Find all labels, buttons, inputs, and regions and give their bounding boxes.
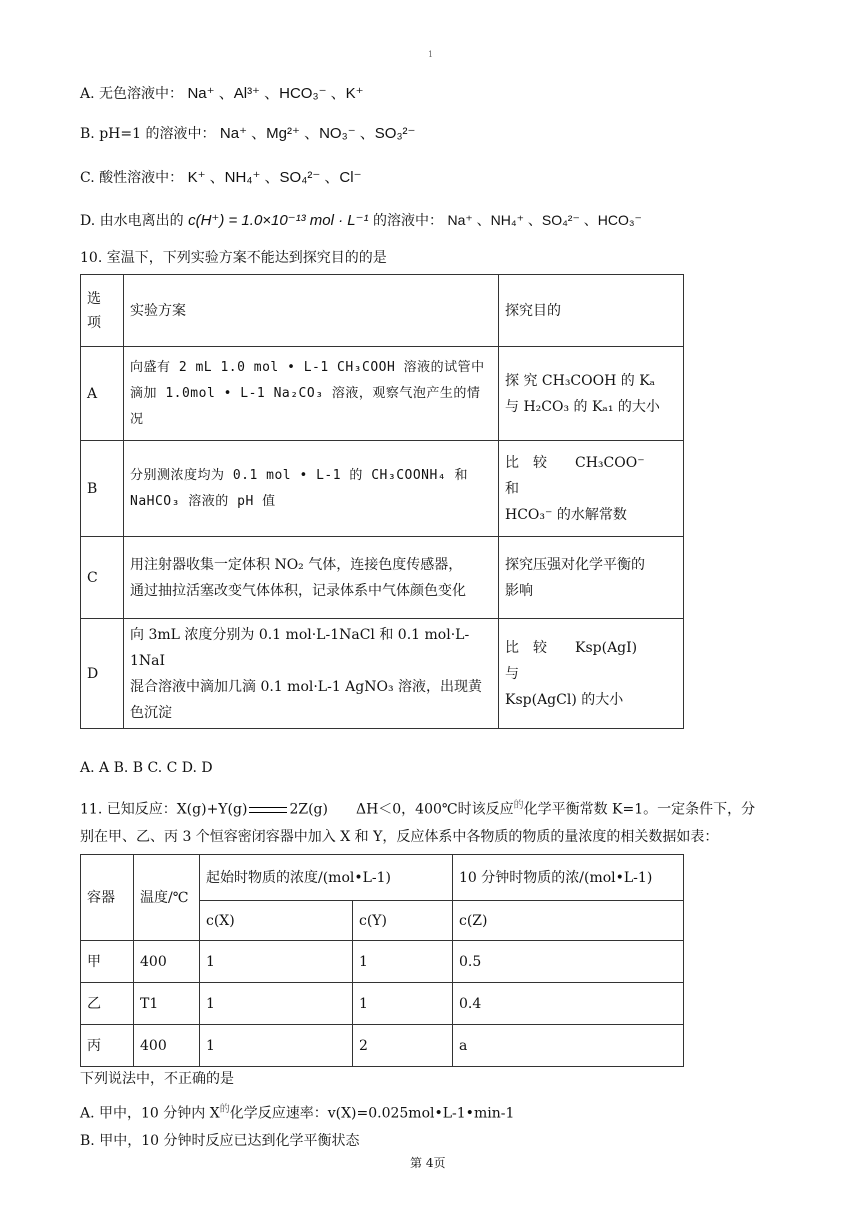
q10-row-d-plan [124, 619, 499, 729]
q11-stem-part1: 11. 已知反应：X(g)+Y(g) [80, 801, 248, 818]
q10-header-option-line1: 选 [87, 290, 101, 307]
q9-option-a-label: A. 无色溶液中： [80, 86, 184, 102]
q11-row-yi-name: 乙 [81, 983, 134, 1025]
q9-option-c [80, 166, 362, 187]
q10-row-d [81, 619, 684, 729]
q10-row-a-goal-line1: 探 究 CH₃COOH 的 Kₐ [505, 372, 656, 389]
q9-option-d-label: D. 由水电离出的 [80, 213, 184, 229]
q11-row-yi-temp: T1 [134, 983, 200, 1025]
q10-header-goal: 探究目的 [499, 275, 684, 347]
q11-row-jia-name: 甲 [81, 941, 134, 983]
q10-header-plan: 实验方案 [124, 275, 499, 347]
q10-table [80, 274, 701, 729]
q11-header-temp: 温度/℃ [134, 855, 200, 941]
q10-row-d-plan-line3: 色沉淀 [130, 704, 172, 721]
q11-header-initial: 起始时物质的浓度/(mol•L-1) [200, 855, 453, 901]
q10-row-c-plan-line2: 通过抽拉活塞改变气体体积，记录体系中气体颜色变化 [130, 582, 466, 599]
q11-row-jia-cx: 1 [200, 941, 353, 983]
q11-header-cy: c(Y) [353, 901, 453, 941]
q9-option-b-ions: Na⁺ 、Mg²⁺ 、NO₃⁻ 、SO₃²⁻ [219, 125, 416, 142]
q10-row-c-goal-line2: 影响 [505, 582, 533, 599]
q11-row-bing-cy: 2 [353, 1025, 453, 1067]
q9-option-a-ions: Na⁺ 、Al³⁺ 、HCO₃⁻ 、K⁺ [187, 85, 364, 102]
q11-header-tenmin: 10 分钟时物质的浓/(mol•L-1) [453, 855, 684, 901]
q9-option-d-mid: 的溶液中： [373, 213, 444, 229]
q9-option-c-label: C. 酸性溶液中： [80, 170, 184, 186]
q10-row-c-goal-line1: 探究压强对化学平衡的 [505, 556, 645, 573]
q10-row-d-plan-line1: 向 3mL 浓度分别为 0.1 mol·L-1NaCl 和 0.1 mol·L-1NaI [130, 626, 470, 669]
q11-row-jia-temp: 400 [134, 941, 200, 983]
q9-option-d-ions: Na⁺ 、NH₄⁺ 、SO₄²⁻ 、HCO₃⁻ [447, 212, 642, 228]
q10-row-a-goal [499, 347, 684, 441]
q11-option-a-part2: 化学反应速率：v(X)=0.025mol•L-1•min-1 [229, 1105, 515, 1122]
q10-row-a-plan-line2: 滴加 1.0mol • L-1 Na₂CO₃ 溶液，观察气泡产生的情况 [130, 385, 481, 427]
q10-row-c-opt: C [81, 537, 124, 619]
q10-row-b-plan [124, 441, 499, 537]
q10-row-a [81, 347, 684, 441]
q10-header-option-line2: 项 [87, 314, 101, 331]
q10-row-b-goal-line1: 比 较 CH₃COO⁻ 和 [505, 454, 701, 497]
header-mark: 1 [428, 50, 434, 59]
q9-option-b-label: B. pH=1 的溶液中： [80, 126, 216, 142]
q10-row-b-plan-line1: 分别测浓度均为 0.1 mol • L-1 的 CH₃COONH₄ 和 [130, 467, 468, 483]
q11-row-yi-cy: 1 [353, 983, 453, 1025]
q11-header-cx: c(X) [200, 901, 353, 941]
q9-option-a [80, 82, 364, 103]
q11-stem-de: 的 [513, 800, 524, 811]
q10-row-d-goal-line1: 比 较 Ksp(AgI) 与 [505, 639, 694, 682]
q10-answers: A. A B. B C. C D. D [80, 760, 213, 776]
q11-option-a-part1: A. 甲中，10 分钟内 X [80, 1105, 220, 1122]
q9-option-d-expr: c(H⁺) = 1.0×10⁻¹³ mol · L⁻¹ [188, 212, 369, 229]
q10-row-d-plan-line2: 混合溶液中滴加几滴 0.1 mol·L-1 AgNO₃ 溶液，出现黄 [130, 678, 483, 695]
q11-row-bing-temp: 400 [134, 1025, 200, 1067]
q11-row-yi-cz: 0.4 [453, 983, 684, 1025]
equilibrium-arrow-icon [249, 804, 287, 816]
q11-row-yi [81, 983, 684, 1025]
q11-table [80, 854, 684, 1067]
q11-header-cz: c(Z) [453, 901, 684, 941]
q10-row-c-plan [124, 537, 499, 619]
q10-row-b-opt: B [81, 441, 124, 537]
q10-row-a-plan [124, 347, 499, 441]
q10-row-a-plan-line1: 向盛有 2 mL 1.0 mol • L-1 CH₃COOH 溶液的试管中 [130, 359, 485, 375]
q10-row-a-goal-line2: 与 H₂CO₃ 的 Kₐ₁ 的大小 [505, 398, 660, 415]
q9-option-c-ions: K⁺ 、NH₄⁺ 、SO₄²⁻ 、Cl⁻ [187, 169, 362, 186]
q10-row-d-goal-line2: Ksp(AgCl) 的大小 [505, 691, 624, 708]
q11-stem-part3: 化学平衡常数 K=1。一定条件下，分 [523, 801, 756, 818]
q11-row-jia [81, 941, 684, 983]
q10-row-d-goal [499, 619, 694, 729]
q11-row-bing-name: 丙 [81, 1025, 134, 1067]
q11-row-yi-cx: 1 [200, 983, 353, 1025]
q11-option-a [80, 1100, 514, 1123]
q10-row-b-plan-line2: NaHCO₃ 溶液的 pH 值 [130, 493, 276, 509]
q9-option-b [80, 122, 415, 143]
q10-row-b-goal-line2: HCO₃⁻ 的水解常数 [505, 506, 627, 523]
q10-header-option [81, 275, 124, 347]
q11-prompt: 下列说法中，不正确的是 [80, 1071, 234, 1087]
q10-row-c-plan-line1: 用注射器收集一定体积 NO₂ 气体，连接色度传感器， [130, 556, 463, 573]
q11-stem-part2: 2Z(g) ΔH＜0，400℃时该反应 [289, 801, 514, 818]
q11-option-a-de: 的 [219, 1104, 230, 1115]
q11-stem-line1 [80, 796, 755, 819]
q11-row-jia-cz: 0.5 [453, 941, 684, 983]
page-footer: 第 4页 [410, 1156, 446, 1170]
q11-option-b: B. 甲中，10 分钟时反应已达到化学平衡状态 [80, 1133, 360, 1149]
q10-row-c [81, 537, 684, 619]
q10-row-b [81, 441, 684, 537]
q11-stem-line2: 别在甲、乙、丙 3 个恒容密闭容器中加入 X 和 Y，反应体系中各物质的物质的量浓度的相关数据如表： [80, 829, 719, 845]
q10-row-b-goal [499, 441, 701, 537]
q11-row-jia-cy: 1 [353, 941, 453, 983]
q11-row-bing-cz: a [453, 1025, 684, 1067]
q11-row-bing-cx: 1 [200, 1025, 353, 1067]
q11-row-bing [81, 1025, 684, 1067]
q10-row-c-goal [499, 537, 684, 619]
q10-row-d-opt: D [81, 619, 124, 729]
q11-header-container: 容器 [81, 855, 134, 941]
q9-option-d [80, 210, 642, 230]
q10-row-a-opt: A [81, 347, 124, 441]
q10-title: 10. 室温下，下列实验方案不能达到探究目的的是 [80, 250, 387, 266]
